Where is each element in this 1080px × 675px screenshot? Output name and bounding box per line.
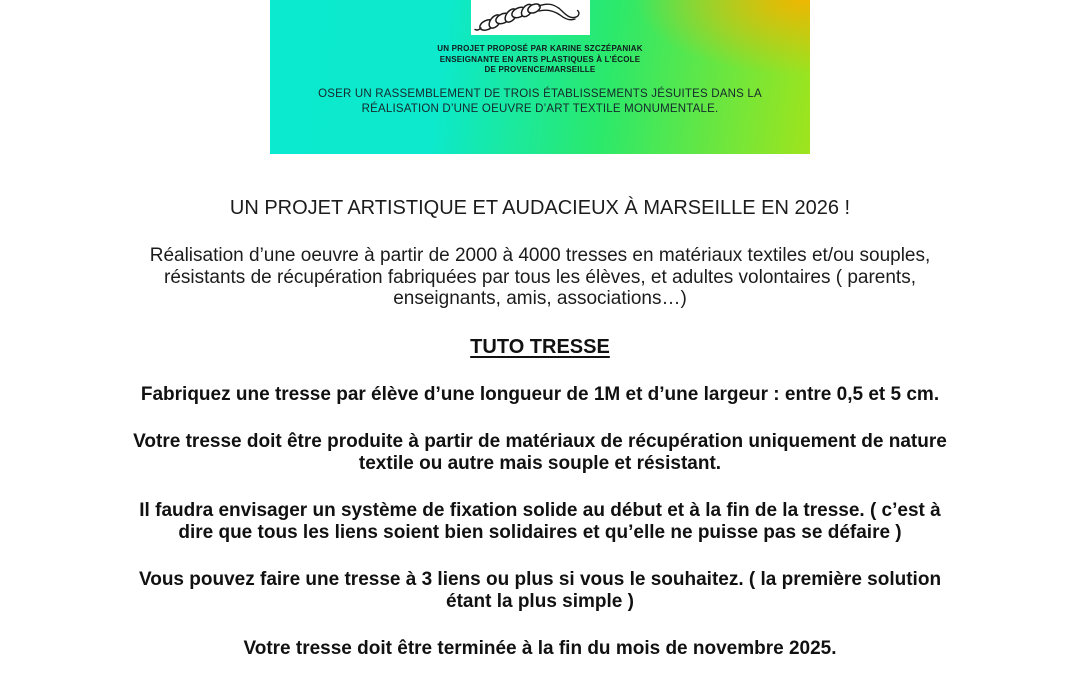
paragraph-braid-spec — [0, 384, 1080, 406]
paragraph-deadline — [0, 638, 1080, 660]
intro-line: enseignants, amis, associations…) — [393, 288, 687, 309]
instruction-line: Vous pouvez faire une tresse à 3 liens ou plus si vous le souhaitez. ( la première solution — [138, 569, 942, 590]
page-title: UN PROJET ARTISTIQUE ET AUDACIEUX À MARSEILLE EN 2026 ! — [229, 197, 851, 219]
instruction-line: dire que tous les liens soient bien solidaires et qu’elle ne puisse pas se défaire ) — [178, 521, 902, 543]
banner-credit — [270, 44, 810, 76]
credit-line: UN PROJET PROPOSÉ PAR KARINE SZCZÉPANIAK — [437, 44, 643, 53]
instruction-line: Il faudra envisager un système de fixation solide au début et à la fin de la tresse. ( c’est à — [139, 500, 941, 521]
intro-paragraph — [0, 245, 1080, 310]
instruction-line: Fabriquez une tresse par élève d’une longueur de 1M et d’une largeur : entre 0,5 et 5 cm. — [140, 383, 940, 405]
braid-icon — [471, 0, 590, 35]
banner-tagline — [270, 87, 810, 117]
credit-line: ENSEIGNANTE EN ARTS PLASTIQUES À L’ÉCOLE — [439, 54, 641, 64]
tagline-line: OSER UN RASSEMBLEMENT DE TROIS ÉTABLISSEMENTS JÉSUITES DANS LA — [318, 88, 762, 100]
intro-line: Réalisation d’une oeuvre à partir de 2000 à 4000 tresses en matériaux textiles et/ou souples, — [149, 245, 931, 266]
instruction-line: étant la plus simple ) — [446, 590, 634, 612]
paragraph-materials — [0, 431, 1080, 474]
tagline-line: RÉALISATION D’UNE OEUVRE D’ART TEXTILE MONUMENTALE. — [361, 103, 719, 115]
braid-illustration-box — [471, 0, 590, 35]
section-heading-tuto-tresse — [0, 336, 1080, 358]
section-heading-text: TUTO TRESSE — [470, 335, 610, 358]
intro-line: résistants de récupération fabriquées par tous les élèves, et adultes volontaires ( parents, — [164, 266, 916, 288]
instruction-line: Votre tresse doit être terminée à la fin du mois de novembre 2025. — [243, 638, 837, 659]
instruction-line: Votre tresse doit être produite à partir de matériaux de récupération uniquement de nature — [133, 431, 947, 452]
paragraph-fixation — [0, 500, 1080, 543]
instruction-line: textile ou autre mais souple et résistant. — [358, 452, 722, 474]
paragraph-strands — [0, 569, 1080, 612]
gradient-banner — [270, 0, 810, 154]
document-body — [0, 197, 1080, 675]
credit-line: DE PROVENCE/MARSEILLE — [484, 65, 596, 74]
